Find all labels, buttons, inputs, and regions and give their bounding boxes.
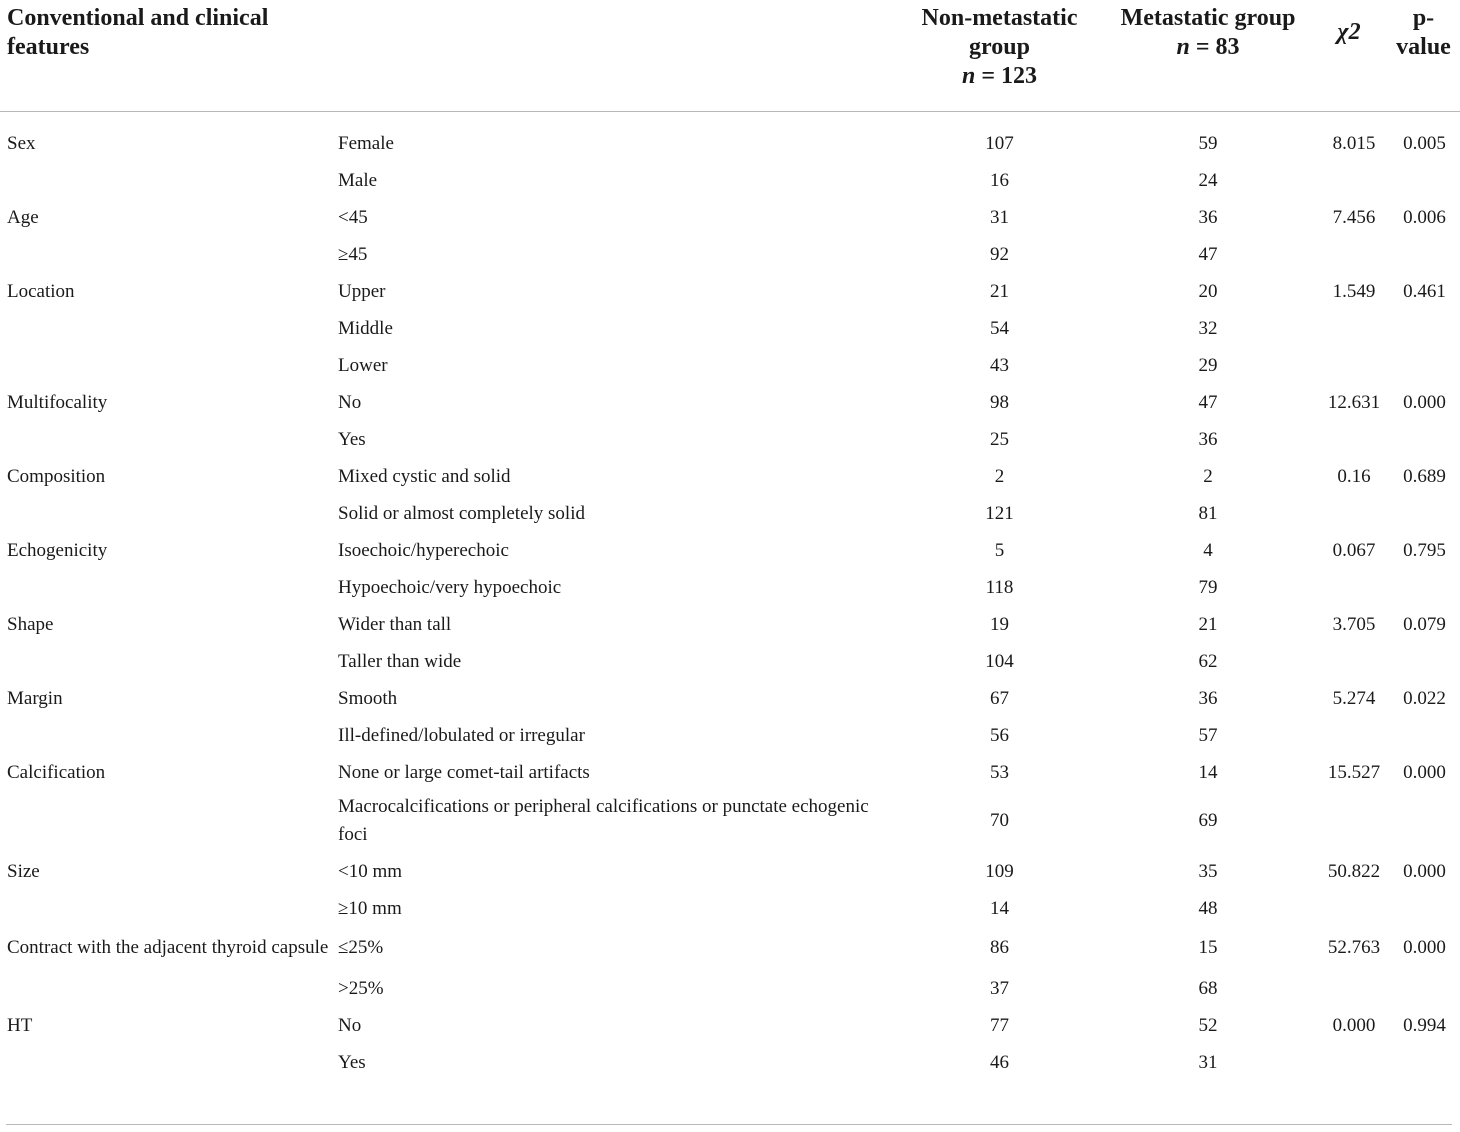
- metastatic-count: 35: [1198, 860, 1218, 882]
- metastatic-count: 36: [1198, 687, 1218, 709]
- feature-cell: [0, 236, 330, 273]
- chi-square-value: [1307, 421, 1391, 458]
- table-row: [0, 569, 1460, 606]
- chi-square-value: 15.527: [1327, 761, 1381, 783]
- table-row: [0, 199, 1460, 236]
- feature-cell: [0, 970, 330, 1007]
- table-row: [0, 236, 1460, 273]
- header-chi-square: χ2: [1307, 0, 1391, 112]
- non-metastatic-count: 31: [990, 206, 1009, 228]
- chi-square-value: 0.16: [1337, 465, 1371, 487]
- p-value-cell: [1391, 643, 1460, 680]
- p-value-cell: [1391, 310, 1460, 347]
- category-cell: Smooth: [338, 687, 398, 709]
- feature-cell: [0, 495, 330, 532]
- chi-square-value: [1307, 236, 1391, 273]
- table-row: [0, 890, 1460, 927]
- header-metastatic-n: [1109, 33, 1307, 62]
- chi-square-value: 50.822: [1327, 860, 1381, 882]
- metastatic-count: 52: [1198, 1014, 1218, 1036]
- non-metastatic-count: 109: [985, 860, 1014, 882]
- header-non-metastatic-n-label: n: [961, 63, 976, 89]
- category-cell: Solid or almost completely solid: [338, 502, 585, 524]
- chi-square-value: [1307, 310, 1391, 347]
- non-metastatic-count: 21: [990, 280, 1009, 302]
- feature-cell: Margin: [7, 687, 63, 709]
- p-value-cell: 0.000: [1403, 936, 1446, 958]
- non-metastatic-count: 14: [990, 897, 1009, 919]
- table-row: [0, 643, 1460, 680]
- chi-square-value: 0.067: [1332, 539, 1376, 561]
- feature-cell: [0, 310, 330, 347]
- category-cell: Yes: [338, 1051, 366, 1073]
- p-value-cell: [1391, 162, 1460, 199]
- metastatic-count: 69: [1198, 810, 1218, 831]
- feature-cell: Size: [7, 860, 40, 882]
- p-value-cell: [1391, 890, 1460, 927]
- header-non-metastatic-n-value: = 123: [975, 63, 1038, 89]
- table-row: [0, 853, 1460, 890]
- non-metastatic-count: 56: [990, 724, 1009, 746]
- table-row: [0, 384, 1460, 421]
- category-cell: Hypoechoic/very hypoechoic: [338, 576, 562, 598]
- non-metastatic-count: 37: [990, 977, 1009, 999]
- metastatic-count: 59: [1198, 132, 1218, 154]
- feature-cell: [0, 717, 330, 754]
- header-category: [330, 0, 890, 112]
- header-feature: Conventional and clinical features: [0, 0, 330, 112]
- table-bottom-rule: [6, 1124, 1452, 1125]
- feature-cell: [0, 1044, 330, 1081]
- metastatic-count: 36: [1198, 206, 1218, 228]
- chi-square-value: [1307, 643, 1391, 680]
- header-non-metastatic-title: Non-metastatic group: [921, 5, 1078, 60]
- table-body: [0, 112, 1460, 1082]
- metastatic-count: 24: [1198, 169, 1218, 191]
- category-cell: Middle: [338, 317, 393, 339]
- metastatic-count: 48: [1198, 897, 1218, 919]
- non-metastatic-count: 92: [990, 243, 1009, 265]
- category-cell: No: [338, 1014, 362, 1036]
- p-value-cell: [1391, 791, 1460, 853]
- non-metastatic-count: 53: [990, 761, 1009, 783]
- header-metastatic: [1109, 0, 1307, 112]
- non-metastatic-count: 25: [990, 428, 1009, 450]
- p-value-cell: 0.079: [1403, 613, 1446, 635]
- header-metastatic-n-value: = 83: [1189, 34, 1240, 60]
- metastatic-count: 14: [1198, 761, 1218, 783]
- non-metastatic-count: 77: [990, 1014, 1009, 1036]
- chi-square-value: [1307, 569, 1391, 606]
- chi-square-value: [1307, 162, 1391, 199]
- feature-cell: [0, 569, 330, 606]
- metastatic-count: 32: [1198, 317, 1218, 339]
- feature-cell: Contract with the adjacent thyroid capsule: [7, 936, 329, 958]
- table-row: [0, 1007, 1460, 1044]
- category-cell: ≥10 mm: [338, 897, 402, 919]
- non-metastatic-count: 121: [985, 502, 1014, 524]
- metastatic-count: 2: [1203, 465, 1213, 487]
- chi-square-value: 52.763: [1327, 936, 1381, 958]
- feature-cell: [0, 347, 330, 384]
- chi-square-value: [1307, 791, 1391, 853]
- category-cell: <45: [338, 206, 368, 228]
- p-value-cell: 0.689: [1403, 465, 1446, 487]
- metastatic-count: 36: [1198, 428, 1218, 450]
- feature-cell: [0, 890, 330, 927]
- metastatic-count: 57: [1198, 724, 1218, 746]
- table-row: [0, 347, 1460, 384]
- p-value-cell: 0.000: [1403, 860, 1446, 882]
- header-non-metastatic-n: [890, 62, 1109, 91]
- table-row: [0, 112, 1460, 163]
- header-metastatic-title: Metastatic group: [1120, 5, 1296, 31]
- category-cell: Isoechoic/hyperechoic: [338, 539, 509, 561]
- category-cell: Lower: [338, 354, 388, 376]
- p-value-cell: 0.000: [1403, 761, 1446, 783]
- table-row: [0, 162, 1460, 199]
- p-value-cell: [1391, 421, 1460, 458]
- p-value-cell: [1391, 236, 1460, 273]
- category-cell: Male: [338, 169, 378, 191]
- table-row: [0, 927, 1460, 970]
- non-metastatic-count: 107: [985, 132, 1014, 154]
- header-row: [0, 0, 1460, 112]
- metastatic-count: 21: [1198, 613, 1218, 635]
- chi-square-value: 8.015: [1332, 132, 1376, 154]
- chi-square-value: 1.549: [1332, 280, 1376, 302]
- chi-square-value: 0.000: [1332, 1014, 1376, 1036]
- non-metastatic-count: 86: [990, 936, 1009, 958]
- p-value-cell: 0.994: [1403, 1014, 1446, 1036]
- non-metastatic-count: 118: [985, 576, 1014, 598]
- table-row: [0, 532, 1460, 569]
- non-metastatic-count: 104: [985, 650, 1014, 672]
- metastatic-count: 4: [1203, 539, 1213, 561]
- feature-cell: [0, 791, 330, 853]
- p-value-cell: [1391, 717, 1460, 754]
- table-row: [0, 495, 1460, 532]
- category-cell: Female: [338, 132, 394, 154]
- chi-square-value: [1307, 1044, 1391, 1081]
- feature-cell: Echogenicity: [7, 539, 108, 561]
- p-value-cell: [1391, 347, 1460, 384]
- feature-cell: Calcification: [7, 761, 106, 783]
- non-metastatic-count: 67: [990, 687, 1009, 709]
- chi-square-value: [1307, 970, 1391, 1007]
- category-cell: Upper: [338, 280, 386, 302]
- header-non-metastatic: [890, 0, 1109, 112]
- p-value-cell: [1391, 569, 1460, 606]
- p-value-cell: 0.461: [1403, 280, 1446, 302]
- category-cell: >25%: [338, 977, 384, 999]
- metastatic-count: 47: [1198, 391, 1218, 413]
- chi-square-value: [1307, 717, 1391, 754]
- chi-square-value: [1307, 347, 1391, 384]
- p-value-cell: 0.005: [1403, 132, 1446, 154]
- table-row: [0, 1044, 1460, 1081]
- table-row: [0, 717, 1460, 754]
- category-cell: Ill-defined/lobulated or irregular: [338, 724, 585, 746]
- metastatic-count: 31: [1198, 1051, 1218, 1073]
- header-p-value: p-value: [1391, 0, 1460, 112]
- feature-cell: Sex: [7, 132, 36, 154]
- non-metastatic-count: 98: [990, 391, 1009, 413]
- non-metastatic-count: 16: [990, 169, 1009, 191]
- table-row: [0, 754, 1460, 791]
- feature-cell: Multifocality: [7, 391, 108, 413]
- non-metastatic-count: 70: [990, 810, 1009, 831]
- non-metastatic-count: 46: [990, 1051, 1009, 1073]
- table-row: [0, 606, 1460, 643]
- feature-cell: [0, 162, 330, 199]
- p-value-cell: [1391, 1044, 1460, 1081]
- p-value-cell: 0.006: [1403, 206, 1446, 228]
- non-metastatic-count: 19: [990, 613, 1009, 635]
- metastatic-count: 62: [1198, 650, 1218, 672]
- metastatic-count: 20: [1198, 280, 1218, 302]
- table-row: [0, 970, 1460, 1007]
- metastatic-count: 29: [1198, 354, 1218, 376]
- feature-cell: [0, 421, 330, 458]
- chi-square-value: [1307, 890, 1391, 927]
- metastatic-count: 79: [1198, 576, 1218, 598]
- category-cell: Taller than wide: [338, 650, 462, 672]
- non-metastatic-count: 43: [990, 354, 1009, 376]
- table-row: [0, 680, 1460, 717]
- header-metastatic-n-label: n: [1176, 34, 1190, 60]
- chi-square-value: [1307, 495, 1391, 532]
- metastatic-count: 47: [1198, 243, 1218, 265]
- category-cell: ≥45: [338, 243, 368, 265]
- metastatic-count: 15: [1198, 936, 1218, 958]
- category-cell: Wider than tall: [338, 613, 452, 635]
- feature-cell: Composition: [7, 465, 106, 487]
- feature-cell: Location: [7, 280, 75, 302]
- p-value-cell: [1391, 970, 1460, 1007]
- category-cell: No: [338, 391, 362, 413]
- non-metastatic-count: 2: [994, 465, 1005, 487]
- category-cell: Yes: [338, 428, 366, 450]
- non-metastatic-count: 5: [994, 539, 1005, 561]
- category-cell: <10 mm: [338, 860, 403, 882]
- metastatic-count: 81: [1198, 502, 1218, 524]
- chi-square-value: 5.274: [1332, 687, 1376, 709]
- chi-square-value: 7.456: [1332, 206, 1376, 228]
- category-cell: Mixed cystic and solid: [338, 465, 511, 487]
- feature-cell: Age: [7, 206, 39, 228]
- metastatic-count: 68: [1198, 977, 1218, 999]
- p-value-cell: 0.000: [1403, 391, 1446, 413]
- category-cell: Macrocalcifications or peripheral calcifications or punctate echogenic foci: [338, 796, 869, 845]
- table-row: [0, 273, 1460, 310]
- p-value-cell: [1391, 495, 1460, 532]
- non-metastatic-count: 54: [990, 317, 1009, 339]
- table-row: [0, 458, 1460, 495]
- feature-cell: HT: [7, 1014, 33, 1036]
- chi-square-value: 3.705: [1332, 613, 1376, 635]
- feature-cell: [0, 643, 330, 680]
- category-cell: ≤25%: [338, 936, 384, 958]
- table-row: [0, 310, 1460, 347]
- p-value-cell: 0.022: [1403, 687, 1446, 709]
- category-cell: None or large comet-tail artifacts: [338, 761, 590, 783]
- table-row: [0, 791, 1460, 853]
- p-value-cell: 0.795: [1403, 539, 1446, 561]
- chi-square-value: 12.631: [1327, 391, 1381, 413]
- feature-cell: Shape: [7, 613, 54, 635]
- table-row: [0, 421, 1460, 458]
